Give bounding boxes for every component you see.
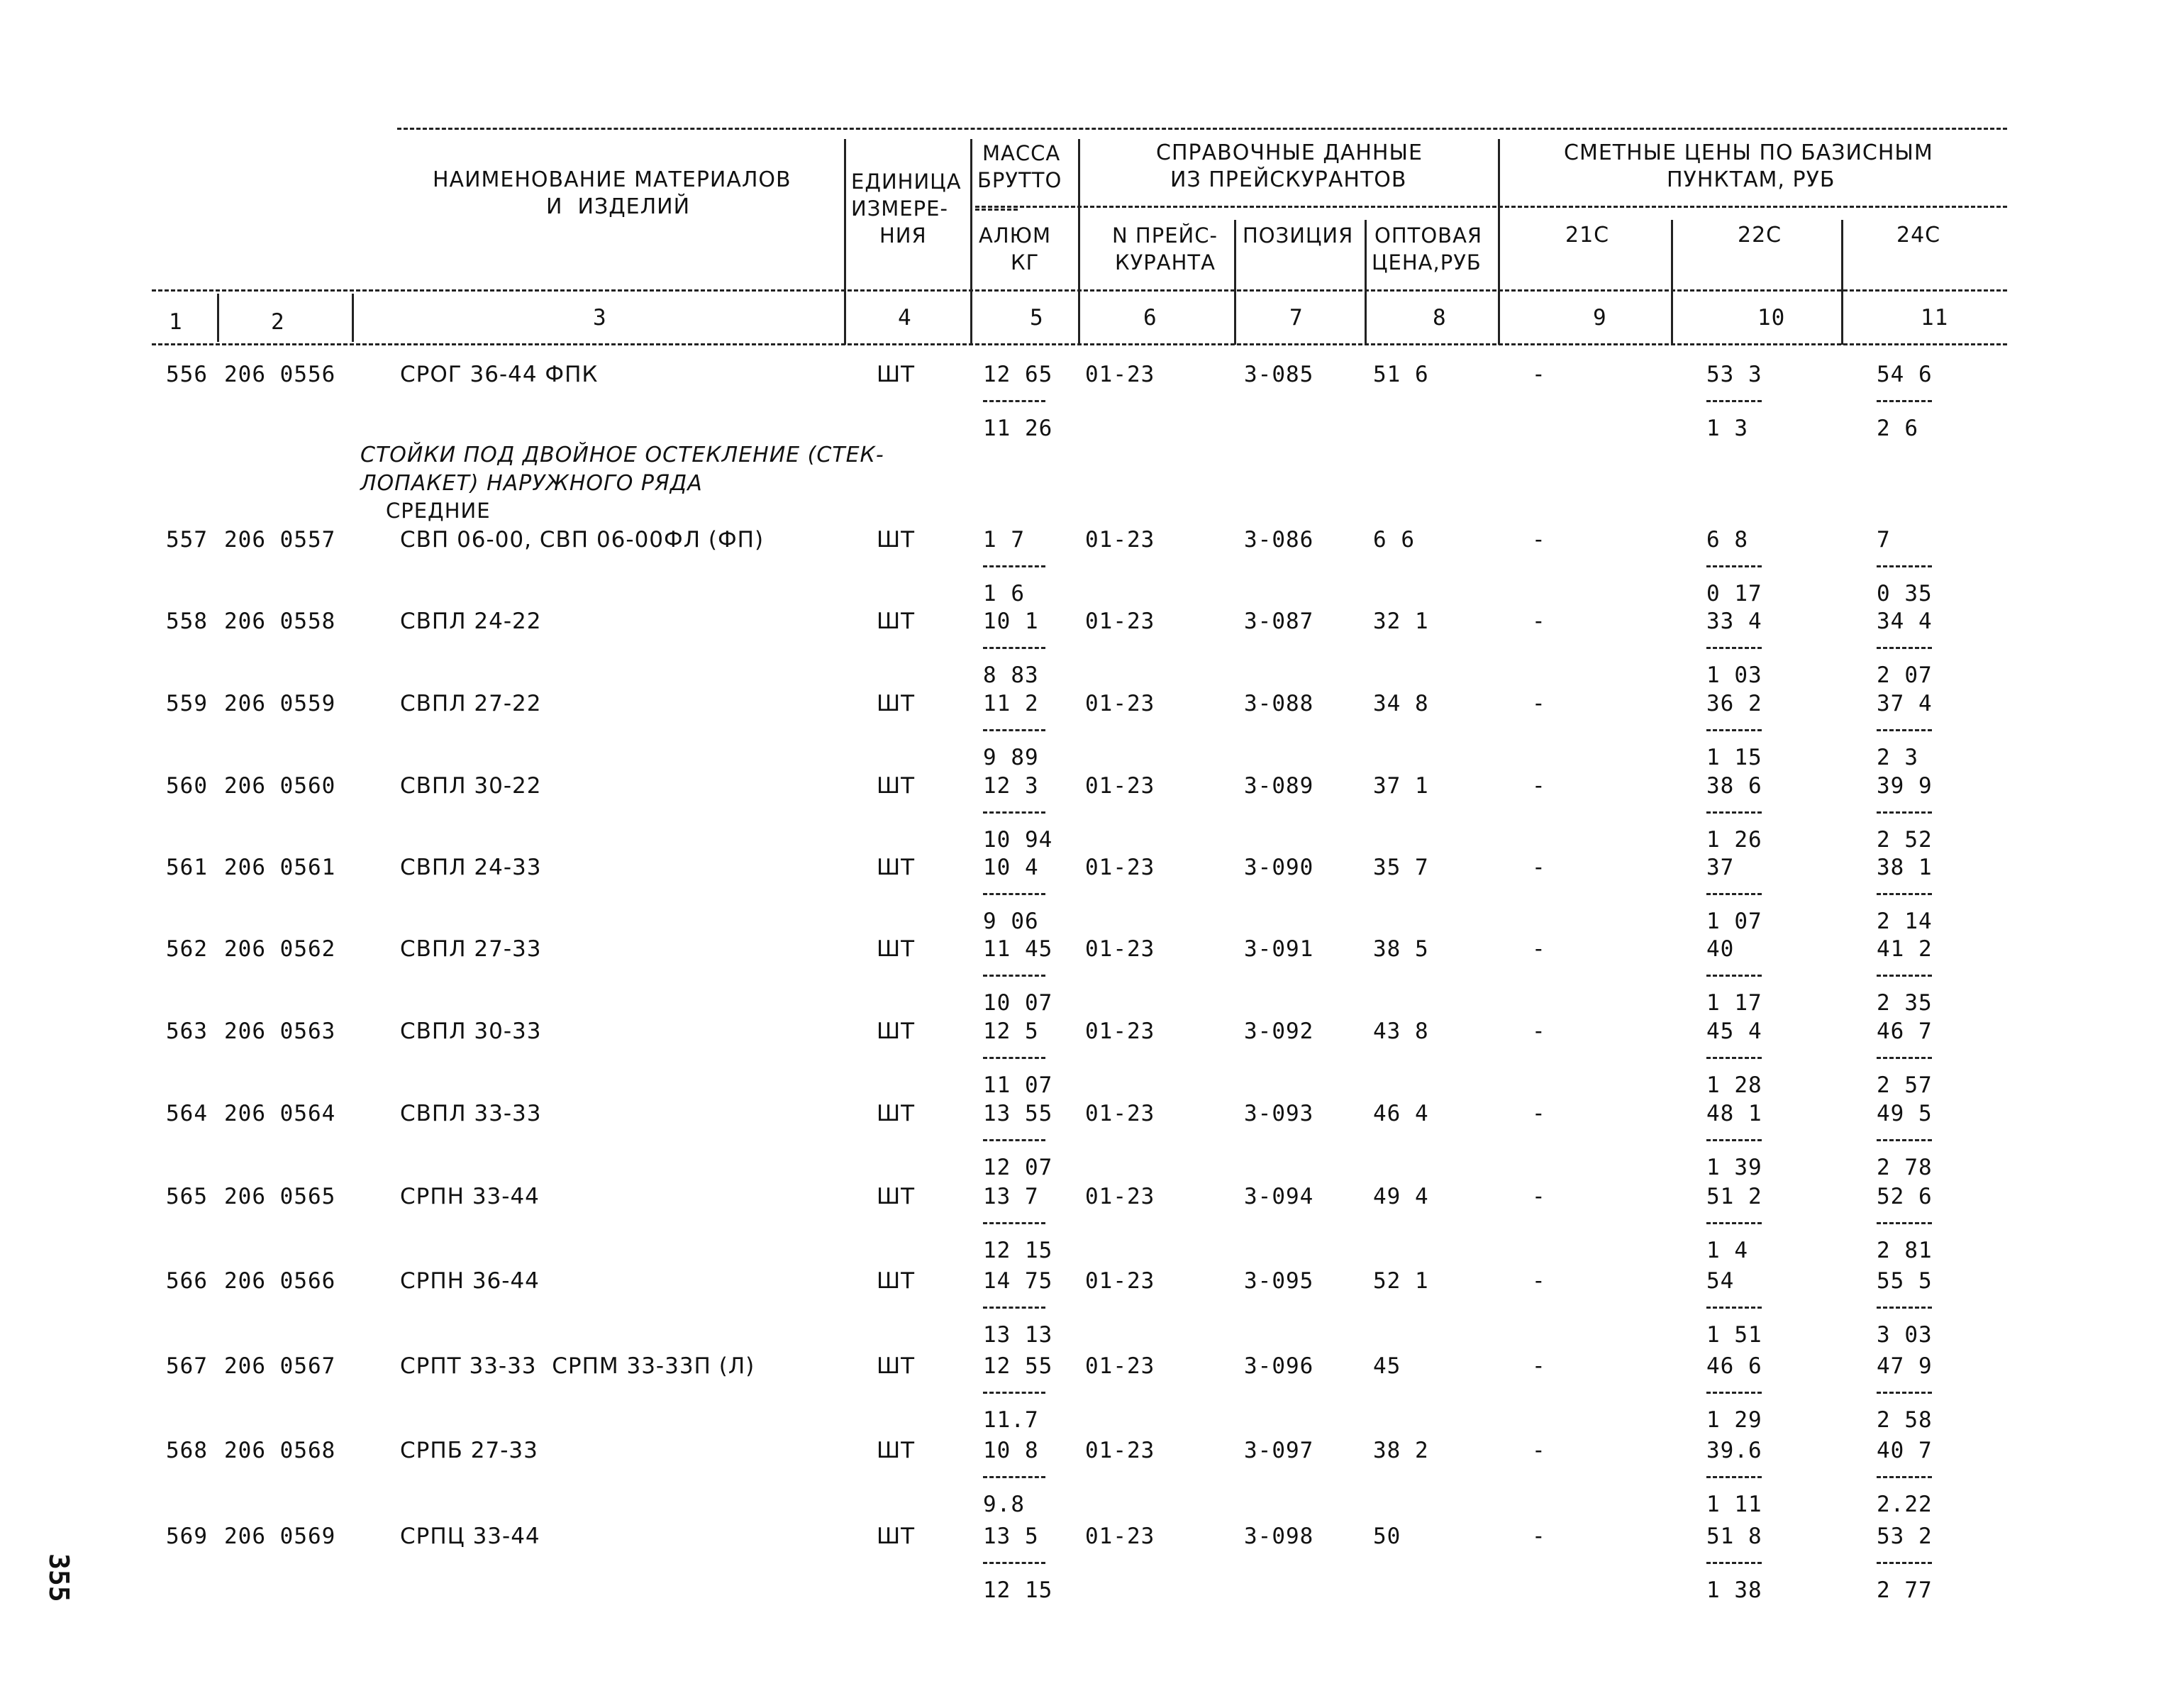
header-unit-line2: ИЗМЕРЕ- bbox=[851, 196, 948, 221]
row-price-24c-fraction-rule bbox=[1877, 1562, 1932, 1564]
row-price-22c-sub: 1 17 bbox=[1706, 990, 1762, 1016]
row-unit: ШТ bbox=[877, 1184, 916, 1209]
row-price-22c-fraction-rule bbox=[1706, 1392, 1762, 1394]
row-price-24c: 55 5 bbox=[1877, 1268, 1933, 1294]
row-price-22c-sub: 1 38 bbox=[1706, 1577, 1762, 1603]
row-position: 3-092 bbox=[1244, 1019, 1314, 1044]
row-unit: ШТ bbox=[877, 1524, 916, 1549]
row-mass-aluminium: 11.7 bbox=[983, 1407, 1039, 1433]
header-mass-short-rule bbox=[975, 209, 1018, 211]
row-price-22c-sub: 1 4 bbox=[1706, 1238, 1748, 1263]
header-divider-estimate bbox=[1498, 139, 1500, 345]
header-pricelist-line1: N ПРЕЙС- bbox=[1112, 223, 1218, 248]
row-name: СРПБ 27-33 bbox=[400, 1438, 538, 1463]
row-price-22c-fraction-rule bbox=[1706, 1222, 1762, 1224]
row-price-21c: - bbox=[1532, 691, 1546, 716]
row-wholesale-price: 34 8 bbox=[1373, 691, 1429, 716]
row-wholesale-price: 38 5 bbox=[1373, 936, 1429, 962]
row-position: 3-096 bbox=[1244, 1353, 1314, 1379]
header-top-rule bbox=[397, 128, 2007, 130]
row-mass-gross: 13 5 bbox=[983, 1524, 1039, 1549]
row-name: СВП 06-00, СВП 06-00ФЛ (ФП) bbox=[400, 527, 765, 553]
row-mass-aluminium: 12 15 bbox=[983, 1238, 1053, 1263]
row-price-22c: 33 4 bbox=[1706, 609, 1762, 634]
row-price-24c-fraction-rule bbox=[1877, 1139, 1932, 1141]
row-mass-gross: 11 2 bbox=[983, 691, 1039, 716]
row-price-24c-fraction-rule bbox=[1877, 1392, 1932, 1394]
row-code: 206 0567 bbox=[224, 1353, 336, 1379]
row-price-22c: 45 4 bbox=[1706, 1019, 1762, 1044]
row-price-22c-fraction-rule bbox=[1706, 647, 1762, 649]
row-price-21c: - bbox=[1532, 1524, 1546, 1549]
row-mass-fraction-rule bbox=[983, 975, 1045, 977]
row-price-24c-fraction-rule bbox=[1877, 1057, 1932, 1059]
row-price-22c-fraction-rule bbox=[1706, 1476, 1762, 1478]
row-mass-aluminium: 12 07 bbox=[983, 1155, 1053, 1180]
row-price-24c-fraction-rule bbox=[1877, 893, 1932, 895]
row-mass-gross: 12 65 bbox=[983, 362, 1053, 387]
row-price-21c: - bbox=[1532, 1353, 1546, 1379]
row-price-22c-fraction-rule bbox=[1706, 1562, 1762, 1564]
row-price-24c: 39 9 bbox=[1877, 773, 1933, 799]
page-number: 355 bbox=[43, 1553, 74, 1602]
row-price-21c: - bbox=[1532, 1184, 1546, 1209]
header-divider-22c bbox=[1671, 220, 1673, 345]
row-price-21c: - bbox=[1532, 1019, 1546, 1044]
row-position: 3-088 bbox=[1244, 691, 1314, 716]
row-wholesale-price: 51 6 bbox=[1373, 362, 1429, 387]
row-unit: ШТ bbox=[877, 691, 916, 716]
row-wholesale-price: 52 1 bbox=[1373, 1268, 1429, 1294]
row-price-24c: 52 6 bbox=[1877, 1184, 1933, 1209]
row-unit: ШТ bbox=[877, 1353, 916, 1379]
row-number: 568 bbox=[166, 1438, 208, 1463]
row-position: 3-085 bbox=[1244, 362, 1314, 387]
header-col-24c: 24С bbox=[1896, 223, 1941, 248]
row-code: 206 0566 bbox=[224, 1268, 336, 1294]
row-price-22c-fraction-rule bbox=[1706, 400, 1762, 402]
header-wholesale-line2: ЦЕНА,РУБ bbox=[1372, 250, 1482, 274]
row-mass-fraction-rule bbox=[983, 647, 1045, 649]
row-name: СРОГ 36-44 ФПК bbox=[400, 362, 599, 387]
row-price-24c-sub: 2 81 bbox=[1877, 1238, 1933, 1263]
row-position: 3-089 bbox=[1244, 773, 1314, 799]
row-price-22c-fraction-rule bbox=[1706, 729, 1762, 731]
row-price-22c: 39.6 bbox=[1706, 1438, 1762, 1463]
row-position: 3-098 bbox=[1244, 1524, 1314, 1549]
row-mass-gross: 13 7 bbox=[983, 1184, 1039, 1209]
row-pricelist: 01-23 bbox=[1085, 1268, 1155, 1294]
row-wholesale-price: 37 1 bbox=[1373, 773, 1429, 799]
row-number: 564 bbox=[166, 1101, 208, 1126]
row-price-22c-fraction-rule bbox=[1706, 893, 1762, 895]
row-price-24c: 47 9 bbox=[1877, 1353, 1933, 1379]
header-divider-24c bbox=[1841, 220, 1843, 345]
header-col-22c: 22С bbox=[1738, 223, 1782, 248]
row-price-22c-sub: 1 39 bbox=[1706, 1155, 1762, 1180]
row-number: 566 bbox=[166, 1268, 208, 1294]
header-pricelist-line2: КУРАНТА bbox=[1115, 250, 1216, 274]
header-mass-line3: АЛЮМ bbox=[979, 223, 1051, 248]
row-unit: ШТ bbox=[877, 362, 916, 387]
col-number-10: 10 bbox=[1757, 305, 1786, 331]
row-pricelist: 01-23 bbox=[1085, 362, 1155, 387]
row-price-22c: 38 6 bbox=[1706, 773, 1762, 799]
row-mass-gross: 13 55 bbox=[983, 1101, 1053, 1126]
row-price-24c-sub: 2 52 bbox=[1877, 827, 1933, 853]
row-price-22c-sub: 1 51 bbox=[1706, 1322, 1762, 1348]
row-price-21c: - bbox=[1532, 362, 1546, 387]
row-price-22c: 53 3 bbox=[1706, 362, 1762, 387]
row-code: 206 0557 bbox=[224, 527, 336, 553]
row-mass-aluminium: 12 15 bbox=[983, 1577, 1053, 1603]
header-name-line2: И ИЗДЕЛИЙ bbox=[546, 194, 691, 219]
row-price-24c: 54 6 bbox=[1877, 362, 1933, 387]
row-price-22c: 40 bbox=[1706, 936, 1735, 962]
row-name: СВПЛ 27-33 bbox=[400, 936, 542, 962]
col-number-5: 5 bbox=[1030, 305, 1044, 331]
row-pricelist: 01-23 bbox=[1085, 1101, 1155, 1126]
row-price-22c-sub: 1 15 bbox=[1706, 745, 1762, 770]
row-mass-fraction-rule bbox=[983, 400, 1045, 402]
row-mass-aluminium: 10 94 bbox=[983, 827, 1053, 853]
section-subtitle: СРЕДНИЕ bbox=[386, 499, 491, 523]
header-ref-line2: ИЗ ПРЕЙСКУРАНТОВ bbox=[1170, 167, 1407, 192]
row-price-22c-fraction-rule bbox=[1706, 1139, 1762, 1141]
row-price-22c-sub: 1 07 bbox=[1706, 909, 1762, 934]
row-mass-aluminium: 9 06 bbox=[983, 909, 1039, 934]
row-price-24c-fraction-rule bbox=[1877, 400, 1932, 402]
header-divider-position bbox=[1234, 220, 1236, 345]
row-mass-aluminium: 8 83 bbox=[983, 662, 1039, 688]
row-price-22c: 51 2 bbox=[1706, 1184, 1762, 1209]
row-code: 206 0568 bbox=[224, 1438, 336, 1463]
row-position: 3-086 bbox=[1244, 527, 1314, 553]
row-price-24c-sub: 2 58 bbox=[1877, 1407, 1933, 1433]
section-title-line2: ЛОПАКЕТ) НАРУЖНОГО РЯДА bbox=[360, 471, 703, 496]
col-number-4: 4 bbox=[898, 305, 912, 331]
row-price-22c: 37 bbox=[1706, 855, 1735, 880]
row-mass-aluminium: 1 6 bbox=[983, 581, 1025, 606]
row-price-24c-fraction-rule bbox=[1877, 1222, 1932, 1224]
row-price-24c-fraction-rule bbox=[1877, 975, 1932, 977]
row-price-21c: - bbox=[1532, 1101, 1546, 1126]
row-name: СРПН 33-44 bbox=[400, 1184, 540, 1209]
row-price-24c: 53 2 bbox=[1877, 1524, 1933, 1549]
row-mass-gross: 12 5 bbox=[983, 1019, 1039, 1044]
row-price-22c-sub: 0 17 bbox=[1706, 581, 1762, 606]
row-price-21c: - bbox=[1532, 855, 1546, 880]
row-code: 206 0563 bbox=[224, 1019, 336, 1044]
row-mass-gross: 12 3 bbox=[983, 773, 1039, 799]
row-number: 559 bbox=[166, 691, 208, 716]
row-mass-aluminium: 11 07 bbox=[983, 1072, 1053, 1098]
row-pricelist: 01-23 bbox=[1085, 1353, 1155, 1379]
row-mass-fraction-rule bbox=[983, 1222, 1045, 1224]
header-divider-wholesale bbox=[1365, 220, 1367, 345]
row-price-21c: - bbox=[1532, 527, 1546, 553]
row-price-24c-sub: 2.22 bbox=[1877, 1492, 1933, 1517]
header-estimate-line2: ПУНКТАМ, РУБ bbox=[1667, 167, 1835, 192]
header-mass-line2: БРУТТО bbox=[977, 168, 1062, 192]
row-price-24c: 46 7 bbox=[1877, 1019, 1933, 1044]
header-divider-unit bbox=[844, 139, 846, 345]
row-code: 206 0564 bbox=[224, 1101, 336, 1126]
row-price-24c-sub: 2 07 bbox=[1877, 662, 1933, 688]
row-mass-fraction-rule bbox=[983, 1057, 1045, 1059]
row-price-22c-fraction-rule bbox=[1706, 811, 1762, 814]
row-price-24c-fraction-rule bbox=[1877, 1307, 1932, 1309]
col-number-7: 7 bbox=[1289, 305, 1304, 331]
header-wholesale-line1: ОПТОВАЯ bbox=[1374, 223, 1483, 248]
row-pricelist: 01-23 bbox=[1085, 609, 1155, 634]
row-number: 563 bbox=[166, 1019, 208, 1044]
row-mass-gross: 1 7 bbox=[983, 527, 1025, 553]
row-wholesale-price: 50 bbox=[1373, 1524, 1401, 1549]
header-position: ПОЗИЦИЯ bbox=[1243, 223, 1354, 248]
row-price-22c: 54 bbox=[1706, 1268, 1735, 1294]
col-number-3: 3 bbox=[593, 305, 607, 331]
row-price-22c-sub: 1 29 bbox=[1706, 1407, 1762, 1433]
row-number: 560 bbox=[166, 773, 208, 799]
row-price-22c: 36 2 bbox=[1706, 691, 1762, 716]
row-price-21c: - bbox=[1532, 1268, 1546, 1294]
row-position: 3-094 bbox=[1244, 1184, 1314, 1209]
row-mass-fraction-rule bbox=[983, 893, 1045, 895]
row-number: 557 bbox=[166, 527, 208, 553]
row-price-24c-sub: 2 35 bbox=[1877, 990, 1933, 1016]
row-price-24c-fraction-rule bbox=[1877, 729, 1932, 731]
row-code: 206 0561 bbox=[224, 855, 336, 880]
row-price-22c: 48 1 bbox=[1706, 1101, 1762, 1126]
row-code: 206 0562 bbox=[224, 936, 336, 962]
col-number-1: 1 bbox=[169, 309, 183, 335]
col-number-6: 6 bbox=[1143, 305, 1157, 331]
row-position: 3-097 bbox=[1244, 1438, 1314, 1463]
header-divider-ref bbox=[1078, 139, 1080, 345]
row-number: 567 bbox=[166, 1353, 208, 1379]
row-mass-gross: 10 1 bbox=[983, 609, 1039, 634]
header-unit-line1: ЕДИНИЦА bbox=[851, 170, 962, 194]
row-pricelist: 01-23 bbox=[1085, 1438, 1155, 1463]
row-price-21c: - bbox=[1532, 609, 1546, 634]
row-name: СВПЛ 30-22 bbox=[400, 773, 542, 799]
header-divider-mass bbox=[970, 139, 972, 345]
row-pricelist: 01-23 bbox=[1085, 936, 1155, 962]
header-name-line1: НАИМЕНОВАНИЕ МАТЕРИАЛОВ bbox=[433, 167, 791, 192]
row-price-24c-sub: 2 57 bbox=[1877, 1072, 1933, 1098]
row-wholesale-price: 32 1 bbox=[1373, 609, 1429, 634]
row-wholesale-price: 38 2 bbox=[1373, 1438, 1429, 1463]
row-code: 206 0556 bbox=[224, 362, 336, 387]
row-name: СВПЛ 33-33 bbox=[400, 1101, 542, 1126]
row-price-22c-sub: 1 11 bbox=[1706, 1492, 1762, 1517]
header-col-21c: 21С bbox=[1565, 223, 1610, 248]
row-mass-fraction-rule bbox=[983, 1476, 1045, 1478]
col-number-8: 8 bbox=[1433, 305, 1447, 331]
row-mass-fraction-rule bbox=[983, 811, 1045, 814]
row-price-24c-sub: 2 77 bbox=[1877, 1577, 1933, 1603]
row-wholesale-price: 43 8 bbox=[1373, 1019, 1429, 1044]
row-price-22c-sub: 1 26 bbox=[1706, 827, 1762, 853]
row-price-22c-fraction-rule bbox=[1706, 975, 1762, 977]
row-pricelist: 01-23 bbox=[1085, 773, 1155, 799]
row-mass-fraction-rule bbox=[983, 565, 1045, 567]
row-mass-aluminium: 9 89 bbox=[983, 745, 1039, 770]
row-wholesale-price: 46 4 bbox=[1373, 1101, 1429, 1126]
row-wholesale-price: 6 6 bbox=[1373, 527, 1415, 553]
row-position: 3-095 bbox=[1244, 1268, 1314, 1294]
col-number-11: 11 bbox=[1921, 305, 1949, 331]
row-mass-aluminium: 10 07 bbox=[983, 990, 1053, 1016]
row-code: 206 0558 bbox=[224, 609, 336, 634]
row-price-21c: - bbox=[1532, 936, 1546, 962]
row-name: СВПЛ 30-33 bbox=[400, 1019, 542, 1044]
col-number-9: 9 bbox=[1593, 305, 1607, 331]
row-price-24c: 41 2 bbox=[1877, 936, 1933, 962]
row-price-24c: 49 5 bbox=[1877, 1101, 1933, 1126]
row-mass-fraction-rule bbox=[983, 1562, 1045, 1564]
header-mid-rule bbox=[975, 206, 2007, 208]
row-unit: ШТ bbox=[877, 1101, 916, 1126]
row-price-24c-fraction-rule bbox=[1877, 1476, 1932, 1478]
row-unit: ШТ bbox=[877, 1268, 916, 1294]
row-number: 558 bbox=[166, 609, 208, 634]
row-price-24c: 34 4 bbox=[1877, 609, 1933, 634]
row-price-24c-fraction-rule bbox=[1877, 565, 1932, 567]
row-number: 562 bbox=[166, 936, 208, 962]
row-price-22c-fraction-rule bbox=[1706, 565, 1762, 567]
col-number-2: 2 bbox=[271, 309, 285, 335]
row-code: 206 0559 bbox=[224, 691, 336, 716]
row-number: 556 bbox=[166, 362, 208, 387]
row-unit: ШТ bbox=[877, 1438, 916, 1463]
row-pricelist: 01-23 bbox=[1085, 1184, 1155, 1209]
row-price-24c-fraction-rule bbox=[1877, 647, 1932, 649]
row-price-21c: - bbox=[1532, 773, 1546, 799]
header-divider-col2 bbox=[217, 294, 219, 342]
header-unit-line3: НИЯ bbox=[879, 223, 927, 248]
header-divider-col3 bbox=[352, 294, 354, 342]
row-wholesale-price: 35 7 bbox=[1373, 855, 1429, 880]
row-price-22c-fraction-rule bbox=[1706, 1057, 1762, 1059]
row-mass-aluminium: 9.8 bbox=[983, 1492, 1025, 1517]
header-mass-line1: МАССА bbox=[982, 141, 1061, 165]
row-name: СРПЦ 33-44 bbox=[400, 1524, 540, 1549]
row-code: 206 0569 bbox=[224, 1524, 336, 1549]
row-name: СВПЛ 27-22 bbox=[400, 691, 542, 716]
header-ref-line1: СПРАВОЧНЫЕ ДАННЫЕ bbox=[1156, 140, 1423, 165]
row-code: 206 0560 bbox=[224, 773, 336, 799]
row-price-24c: 7 bbox=[1877, 527, 1891, 553]
row-mass-gross: 10 4 bbox=[983, 855, 1039, 880]
row-unit: ШТ bbox=[877, 773, 916, 799]
row-position: 3-093 bbox=[1244, 1101, 1314, 1126]
row-price-24c-sub: 2 6 bbox=[1877, 416, 1918, 441]
row-pricelist: 01-23 bbox=[1085, 527, 1155, 553]
row-price-22c-sub: 1 3 bbox=[1706, 416, 1748, 441]
row-unit: ШТ bbox=[877, 1019, 916, 1044]
row-name: СВПЛ 24-22 bbox=[400, 609, 542, 634]
row-unit: ШТ bbox=[877, 527, 916, 553]
row-name: СВПЛ 24-33 bbox=[400, 855, 542, 880]
row-mass-fraction-rule bbox=[983, 729, 1045, 731]
row-pricelist: 01-23 bbox=[1085, 691, 1155, 716]
row-price-24c-sub: 2 78 bbox=[1877, 1155, 1933, 1180]
row-position: 3-091 bbox=[1244, 936, 1314, 962]
row-wholesale-price: 45 bbox=[1373, 1353, 1401, 1379]
row-pricelist: 01-23 bbox=[1085, 1019, 1155, 1044]
row-price-24c-fraction-rule bbox=[1877, 811, 1932, 814]
row-code: 206 0565 bbox=[224, 1184, 336, 1209]
row-mass-fraction-rule bbox=[983, 1139, 1045, 1141]
row-price-22c: 6 8 bbox=[1706, 527, 1748, 553]
row-price-22c-fraction-rule bbox=[1706, 1307, 1762, 1309]
header-mass-line4: КГ bbox=[1011, 250, 1040, 274]
row-pricelist: 01-23 bbox=[1085, 855, 1155, 880]
row-number: 565 bbox=[166, 1184, 208, 1209]
row-mass-fraction-rule bbox=[983, 1307, 1045, 1309]
row-price-24c: 37 4 bbox=[1877, 691, 1933, 716]
row-mass-aluminium: 13 13 bbox=[983, 1322, 1053, 1348]
row-position: 3-090 bbox=[1244, 855, 1314, 880]
row-mass-gross: 12 55 bbox=[983, 1353, 1053, 1379]
row-unit: ШТ bbox=[877, 609, 916, 634]
section-title-line1: СТОЙКИ ПОД ДВОЙНОЕ ОСТЕКЛЕНИЕ (СТЕК- bbox=[360, 443, 884, 467]
row-price-24c-sub: 0 35 bbox=[1877, 581, 1933, 606]
row-mass-gross: 11 45 bbox=[983, 936, 1053, 962]
row-price-24c: 40 7 bbox=[1877, 1438, 1933, 1463]
row-mass-gross: 14 75 bbox=[983, 1268, 1053, 1294]
row-unit: ШТ bbox=[877, 855, 916, 880]
row-price-22c-sub: 1 28 bbox=[1706, 1072, 1762, 1098]
row-price-24c-sub: 3 03 bbox=[1877, 1322, 1933, 1348]
row-name: СРПН 36-44 bbox=[400, 1268, 540, 1294]
row-wholesale-price: 49 4 bbox=[1373, 1184, 1429, 1209]
row-position: 3-087 bbox=[1244, 609, 1314, 634]
row-price-24c-sub: 2 14 bbox=[1877, 909, 1933, 934]
row-number: 569 bbox=[166, 1524, 208, 1549]
row-mass-fraction-rule bbox=[983, 1392, 1045, 1394]
row-pricelist: 01-23 bbox=[1085, 1524, 1155, 1549]
row-mass-aluminium: 11 26 bbox=[983, 416, 1053, 441]
row-name: СРПТ 33-33 СРПМ 33-33П (Л) bbox=[400, 1353, 755, 1379]
row-mass-gross: 10 8 bbox=[983, 1438, 1039, 1463]
header-estimate-line1: СМЕТНЫЕ ЦЕНЫ ПО БАЗИСНЫМ bbox=[1564, 140, 1933, 165]
row-price-22c-sub: 1 03 bbox=[1706, 662, 1762, 688]
row-unit: ШТ bbox=[877, 936, 916, 962]
row-number: 561 bbox=[166, 855, 208, 880]
row-price-22c: 46 6 bbox=[1706, 1353, 1762, 1379]
row-price-24c-sub: 2 3 bbox=[1877, 745, 1918, 770]
row-price-22c: 51 8 bbox=[1706, 1524, 1762, 1549]
row-price-21c: - bbox=[1532, 1438, 1546, 1463]
row-price-24c: 38 1 bbox=[1877, 855, 1933, 880]
